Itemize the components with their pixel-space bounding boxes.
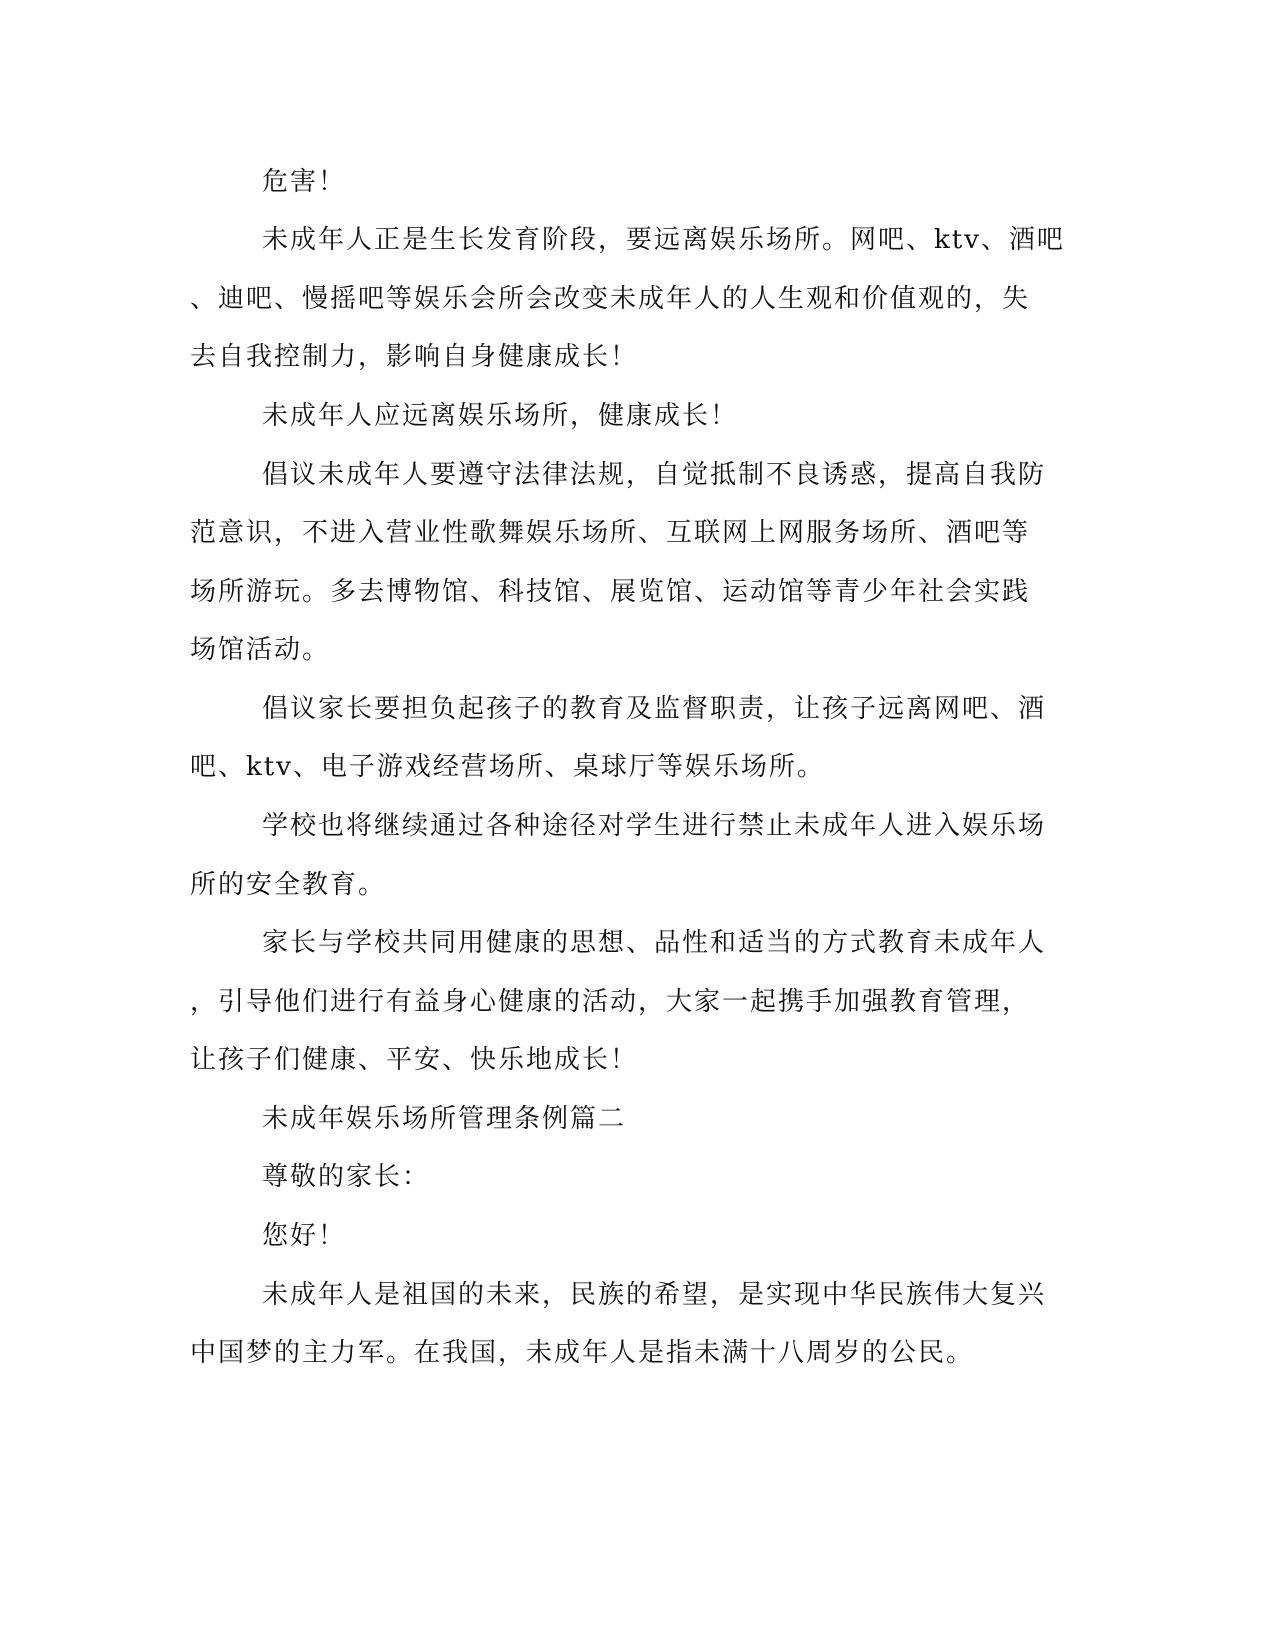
- text-line-5: 未成年人应远离娱乐场所，健康成长！: [262, 401, 739, 431]
- text-line-3: 、迪吧、慢摇吧等娱乐会所会改变未成年人的人生观和价值观的，失: [190, 284, 1031, 314]
- text-line-2: 未成年人正是生长发育阶段，要远离娱乐场所。网吧、ktv、酒吧: [262, 225, 1065, 255]
- text-line-4: 去自我控制力，影响自身健康成长！: [190, 342, 639, 372]
- section-heading: 未成年娱乐场所管理条例篇二: [262, 1104, 627, 1134]
- text-line-16: 让孩子们健康、平安、快乐地成长！: [190, 1045, 639, 1075]
- text-line-15: ，引导他们进行有益身心健康的活动，大家一起携手加强教育管理，: [190, 987, 1031, 1017]
- text-line-13: 所的安全教育。: [190, 870, 387, 900]
- text-line-12: 学校也将继续通过各种途径对学生进行禁止未成年人进入娱乐场: [262, 811, 1047, 841]
- text-line-10: 倡议家长要担负起孩子的教育及监督职责，让孩子远离网吧、酒: [262, 694, 1047, 724]
- salutation: 尊敬的家长：: [262, 1162, 431, 1192]
- text-line-20: 未成年人是祖国的未来，民族的希望，是实现中华民族伟大复兴: [262, 1280, 1047, 1310]
- text-line-6: 倡议未成年人要遵守法律法规，自觉抵制不良诱惑，提高自我防: [262, 460, 1047, 490]
- text-line-7: 范意识，不进入营业性歌舞娱乐场所、互联网上网服务场所、酒吧等: [190, 518, 1031, 548]
- text-line-21: 中国梦的主力军。在我国，未成年人是指未满十八周岁的公民。: [190, 1338, 975, 1368]
- text-line-1: 危害！: [262, 167, 347, 197]
- text-line-8: 场所游玩。多去博物馆、科技馆、展览馆、运动馆等青少年社会实践: [190, 577, 1031, 607]
- greeting: 您好！: [262, 1221, 347, 1251]
- text-line-11: 吧、ktv、电子游戏经营场所、桌球厅等娱乐场所。: [190, 752, 825, 782]
- text-line-14: 家长与学校共同用健康的思想、品性和适当的方式教育未成年人: [262, 928, 1047, 958]
- text-line-9: 场馆活动。: [190, 635, 331, 665]
